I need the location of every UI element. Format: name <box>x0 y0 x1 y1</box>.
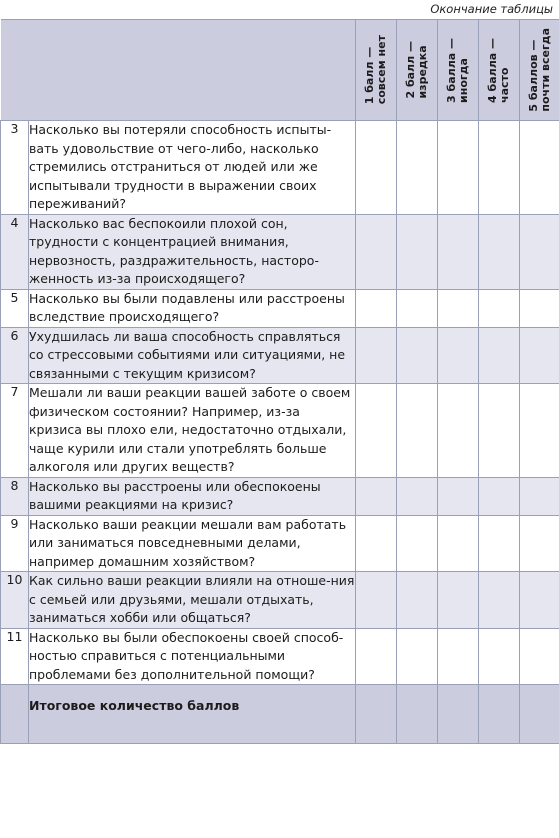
question-text: Насколько ваши реакции мешали вам работать или заниматься повседневными делами, например домашним хозяйством? <box>29 515 356 572</box>
score-cell[interactable] <box>438 628 479 685</box>
table-caption: Окончание таблицы <box>430 2 553 16</box>
score-cell[interactable] <box>520 628 559 685</box>
score-cell[interactable] <box>520 327 559 384</box>
score-cell[interactable] <box>397 628 438 685</box>
question-text: Ухудшилась ли ваша способность справляться со стрессовыми событиями или ситуациями, не связанными с текущим кризисом? <box>29 327 356 384</box>
header-score-4 <box>479 20 520 121</box>
score-cell[interactable] <box>356 572 397 629</box>
row-number: 3 <box>1 121 29 215</box>
score-cell[interactable] <box>520 515 559 572</box>
score-cell[interactable] <box>397 515 438 572</box>
score-cell[interactable] <box>356 289 397 327</box>
score-cell[interactable] <box>479 214 520 289</box>
questionnaire-table <box>0 19 559 744</box>
header-score-5-label: 5 баллов — почти всегда <box>527 28 552 112</box>
score-cell[interactable] <box>520 289 559 327</box>
header-score-3-label: 3 балла — иногда <box>445 37 470 103</box>
row-number: 6 <box>1 327 29 384</box>
score-cell[interactable] <box>356 214 397 289</box>
score-cell[interactable] <box>397 289 438 327</box>
score-cell[interactable] <box>520 572 559 629</box>
table-row <box>1 384 559 478</box>
row-number: 11 <box>1 628 29 685</box>
row-number: 8 <box>1 477 29 515</box>
score-cell[interactable] <box>520 384 559 478</box>
score-cell[interactable] <box>520 477 559 515</box>
question-text: Насколько вы были обеспокоены своей способ-ностью справиться с потенциальными проблемами без дополнительной помощи? <box>29 628 356 685</box>
score-cell[interactable] <box>438 214 479 289</box>
score-cell[interactable] <box>397 572 438 629</box>
header-score-3 <box>438 20 479 121</box>
score-cell[interactable] <box>356 384 397 478</box>
question-text: Насколько вас беспокоили плохой сон, трудности с концентрацией внимания, нервозность, раздражительность, насторо-женность из-за происходящего? <box>29 214 356 289</box>
score-cell[interactable] <box>397 477 438 515</box>
score-cell[interactable] <box>479 327 520 384</box>
score-cell[interactable] <box>479 572 520 629</box>
header-score-2-label: 2 балл — изредка <box>404 41 429 99</box>
score-cell[interactable] <box>356 628 397 685</box>
total-score-cell[interactable] <box>356 685 397 744</box>
row-number: 7 <box>1 384 29 478</box>
score-cell[interactable] <box>479 384 520 478</box>
header-row <box>1 20 559 121</box>
row-number: 4 <box>1 214 29 289</box>
score-cell[interactable] <box>520 214 559 289</box>
total-number-cell <box>1 685 29 744</box>
row-number: 9 <box>1 515 29 572</box>
score-cell[interactable] <box>438 121 479 215</box>
table-row <box>1 327 559 384</box>
table-row <box>1 628 559 685</box>
score-cell[interactable] <box>438 477 479 515</box>
table-row <box>1 121 559 215</box>
score-cell[interactable] <box>397 327 438 384</box>
score-cell[interactable] <box>356 477 397 515</box>
total-label: Итоговое количество баллов <box>29 685 356 744</box>
header-score-1-label: 1 балл — совсем нет <box>363 35 388 105</box>
table-row <box>1 289 559 327</box>
row-number: 5 <box>1 289 29 327</box>
score-cell[interactable] <box>356 121 397 215</box>
score-cell[interactable] <box>438 289 479 327</box>
question-text: Насколько вы были подавлены или расстроены вследствие происходящего? <box>29 289 356 327</box>
score-cell[interactable] <box>479 628 520 685</box>
header-score-5 <box>520 20 559 121</box>
score-cell[interactable] <box>356 515 397 572</box>
question-text: Как сильно ваши реакции влияли на отноше-ния с семьей или друзьями, мешали отдыхать, заниматься хобби или общаться? <box>29 572 356 629</box>
score-cell[interactable] <box>397 214 438 289</box>
score-cell[interactable] <box>438 327 479 384</box>
question-text: Насколько вы расстроены или обеспокоены вашими реакциями на кризис? <box>29 477 356 515</box>
table-row <box>1 515 559 572</box>
total-score-cell[interactable] <box>520 685 559 744</box>
total-score-cell[interactable] <box>479 685 520 744</box>
row-number: 10 <box>1 572 29 629</box>
score-cell[interactable] <box>479 515 520 572</box>
score-cell[interactable] <box>438 384 479 478</box>
score-cell[interactable] <box>479 289 520 327</box>
table-row <box>1 214 559 289</box>
score-cell[interactable] <box>520 121 559 215</box>
score-cell[interactable] <box>356 327 397 384</box>
header-score-2 <box>397 20 438 121</box>
score-cell[interactable] <box>438 572 479 629</box>
score-cell[interactable] <box>397 121 438 215</box>
score-cell[interactable] <box>397 384 438 478</box>
header-blank-cell <box>1 20 356 121</box>
total-score-cell[interactable] <box>438 685 479 744</box>
question-text: Насколько вы потеряли способность испыты-вать удовольствие от чего-либо, насколько стремились отстраниться от людей или же испытывали трудности в выражении своих переживаний? <box>29 121 356 215</box>
score-cell[interactable] <box>479 477 520 515</box>
score-cell[interactable] <box>438 515 479 572</box>
table-row <box>1 572 559 629</box>
question-text: Мешали ли ваши реакции вашей заботе о своем физическом состоянии? Например, из-за кризиса вы плохо ели, недостаточно отдыхали, чаще курили или стали употреблять больше алкоголя или других веществ? <box>29 384 356 478</box>
header-score-4-label: 4 балла — часто <box>486 37 511 103</box>
header-score-1 <box>356 20 397 121</box>
total-score-cell[interactable] <box>397 685 438 744</box>
total-row <box>1 685 559 744</box>
score-cell[interactable] <box>479 121 520 215</box>
table-row <box>1 477 559 515</box>
